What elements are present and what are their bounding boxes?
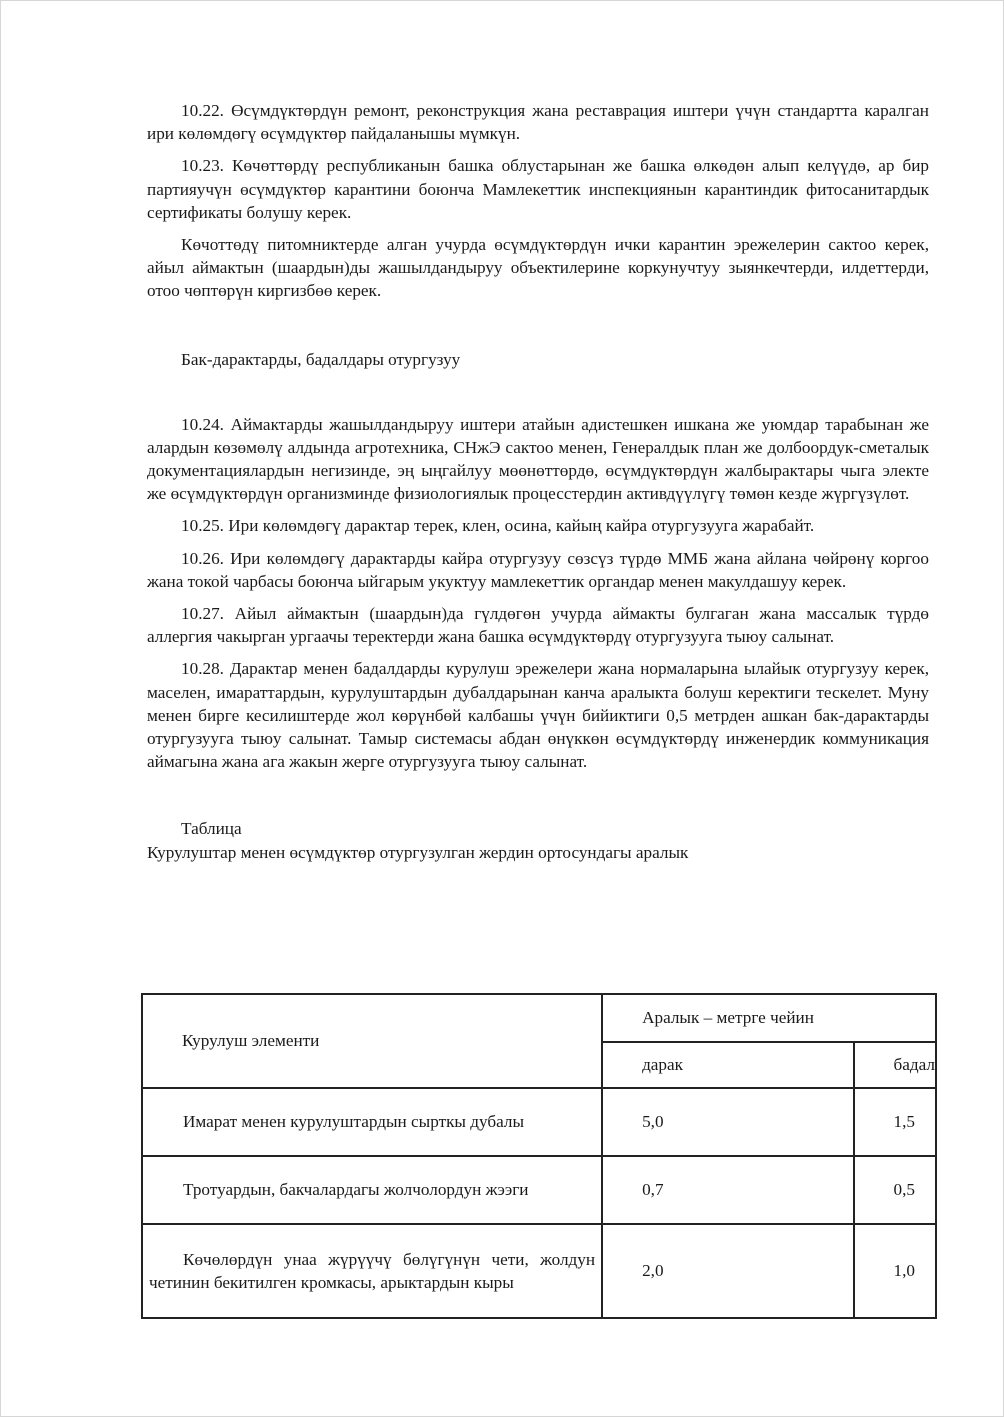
header-range: Аралык – метрге чейин bbox=[602, 994, 936, 1042]
section-body bbox=[147, 413, 929, 774]
paragraph-10-27: 10.27. Айыл аймактын (шаардын)да гүлдөгөн учурда аймакты булгаган жана массалык түрдө аллергия чакырган ургаачы теректерди жана башка өсүмдүктөрдү отургузууга тыюу салынат. bbox=[147, 604, 929, 647]
table-header-row bbox=[142, 994, 936, 1042]
table-title: Курулуштар менен өсүмдүктөр отургузулган жердин ортосундагы аралык bbox=[147, 842, 689, 862]
section-heading: Бак-дарактарды, бадалдары отургузуу bbox=[181, 349, 461, 369]
row-shrub-value: 0,5 bbox=[854, 1156, 936, 1224]
paragraph-quarantine: Көчоттөдү питомниктерде алган учурда өсүмдүктөрдүн ички карантин эрежелерин сактоо керек, айыл аймактын (шаардын)ды жашылдандыруу объектилерине коркунучтуу зыянкечтерди, илдеттерди, отоо чөптөрүн киргизбөө керек. bbox=[147, 235, 929, 301]
table-row bbox=[142, 1156, 936, 1224]
row-tree-value: 5,0 bbox=[602, 1088, 853, 1156]
paragraph-10-25: 10.25. Ири көлөмдөгү дарактар терек, клен, осина, кайың кайра отургузууга жарабайт. bbox=[181, 516, 815, 536]
table-label: Таблица bbox=[181, 819, 242, 839]
table-caption bbox=[147, 817, 929, 863]
row-tree-value: 0,7 bbox=[602, 1156, 853, 1224]
distance-table bbox=[141, 993, 937, 1319]
row-element-text: Тротуардын, бакчалардагы жолчолордун жээги bbox=[183, 1180, 529, 1200]
row-element-text: Имарат менен курулуштардын сырткы дубалы bbox=[183, 1112, 525, 1132]
row-element bbox=[142, 1224, 602, 1318]
header-shrub: бадал bbox=[854, 1042, 936, 1088]
paragraph-10-23: 10.23. Көчөттөрдү республиканын башка облустарынан же башка өлкөдөн алып келүүдө, ар бир партияучүн өсүмдүктөр карантини боюнча Мамлекеттик инспекциянын карантиндик фитосанитардык сертификаты болушу керек. bbox=[147, 156, 929, 222]
document-body bbox=[147, 99, 929, 864]
paragraph-10-26: 10.26. Ири көлөмдөгү дарактарды кайра отургузуу сөзсүз түрдө ММБ жана айлана чөйрөнү коргоо жана токой чарбасы боюнча ыйгарым укуктуу мамлекеттик органдар менен макулдашуу керек. bbox=[147, 548, 929, 591]
paragraph-10-24: 10.24. Аймактарды жашылдандыруу иштери атайын адистешкен ишкана же уюмдар тарабынан же алардын көзөмөлү алдында агротехника, СНжЭ сактоо менен, Генералдык план же долбоордук-сметалык документациялардын негизинде, эң ыңгайлуу мөөнөттөрдө, өсүмдүктөрдүн жалбырактары чыга электе же өсүмдүктөрдүн организминде физиологиялык процесстердин активдүүлүгү төмөн кезде жүргүзүлөт. bbox=[147, 414, 929, 504]
row-tree-value: 2,0 bbox=[602, 1224, 853, 1318]
row-element bbox=[142, 1088, 602, 1156]
header-element: Курулуш элементи bbox=[142, 994, 602, 1088]
header-tree: дарак bbox=[602, 1042, 853, 1088]
table-row bbox=[142, 1224, 936, 1318]
row-element-text: Көчөлөрдүн унаа жүрүүчү бөлүгүнүн чети, жолдун четинин бекитилген кромкасы, арыктардын кыры bbox=[149, 1249, 596, 1292]
row-element bbox=[142, 1156, 602, 1224]
table-row bbox=[142, 1088, 936, 1156]
row-shrub-value: 1,0 bbox=[854, 1224, 936, 1318]
row-shrub-value: 1,5 bbox=[854, 1088, 936, 1156]
paragraph-10-22: 10.22. Өсүмдүктөрдүн ремонт, реконструкция жана реставрация иштери үчүн стандартта каралган ири көлөмдөгү өсүмдүктөр пайдаланышы мүмкүн. bbox=[147, 101, 929, 144]
paragraph-10-28: 10.28. Дарактар менен бадалдарды курулуш эрежелери жана нормаларына ылайык отургузуу керек, маселен, имараттардын, курулуштардын дубалдарынан канча аралыкта болуш керектиги тескелет. Муну менен бирге кесилиштерде жол көрүнбөй калбашы үчүн бийиктиги 0,5 метрден ашкан бак-дарактарды отургузууга тыюу салынат. Тамыр системасы абдан өнүккөн өсүмдүктөрдү инженердик коммуникация аймагына жана ага жакын жерге отургузууга тыюу салынат. bbox=[147, 659, 929, 772]
